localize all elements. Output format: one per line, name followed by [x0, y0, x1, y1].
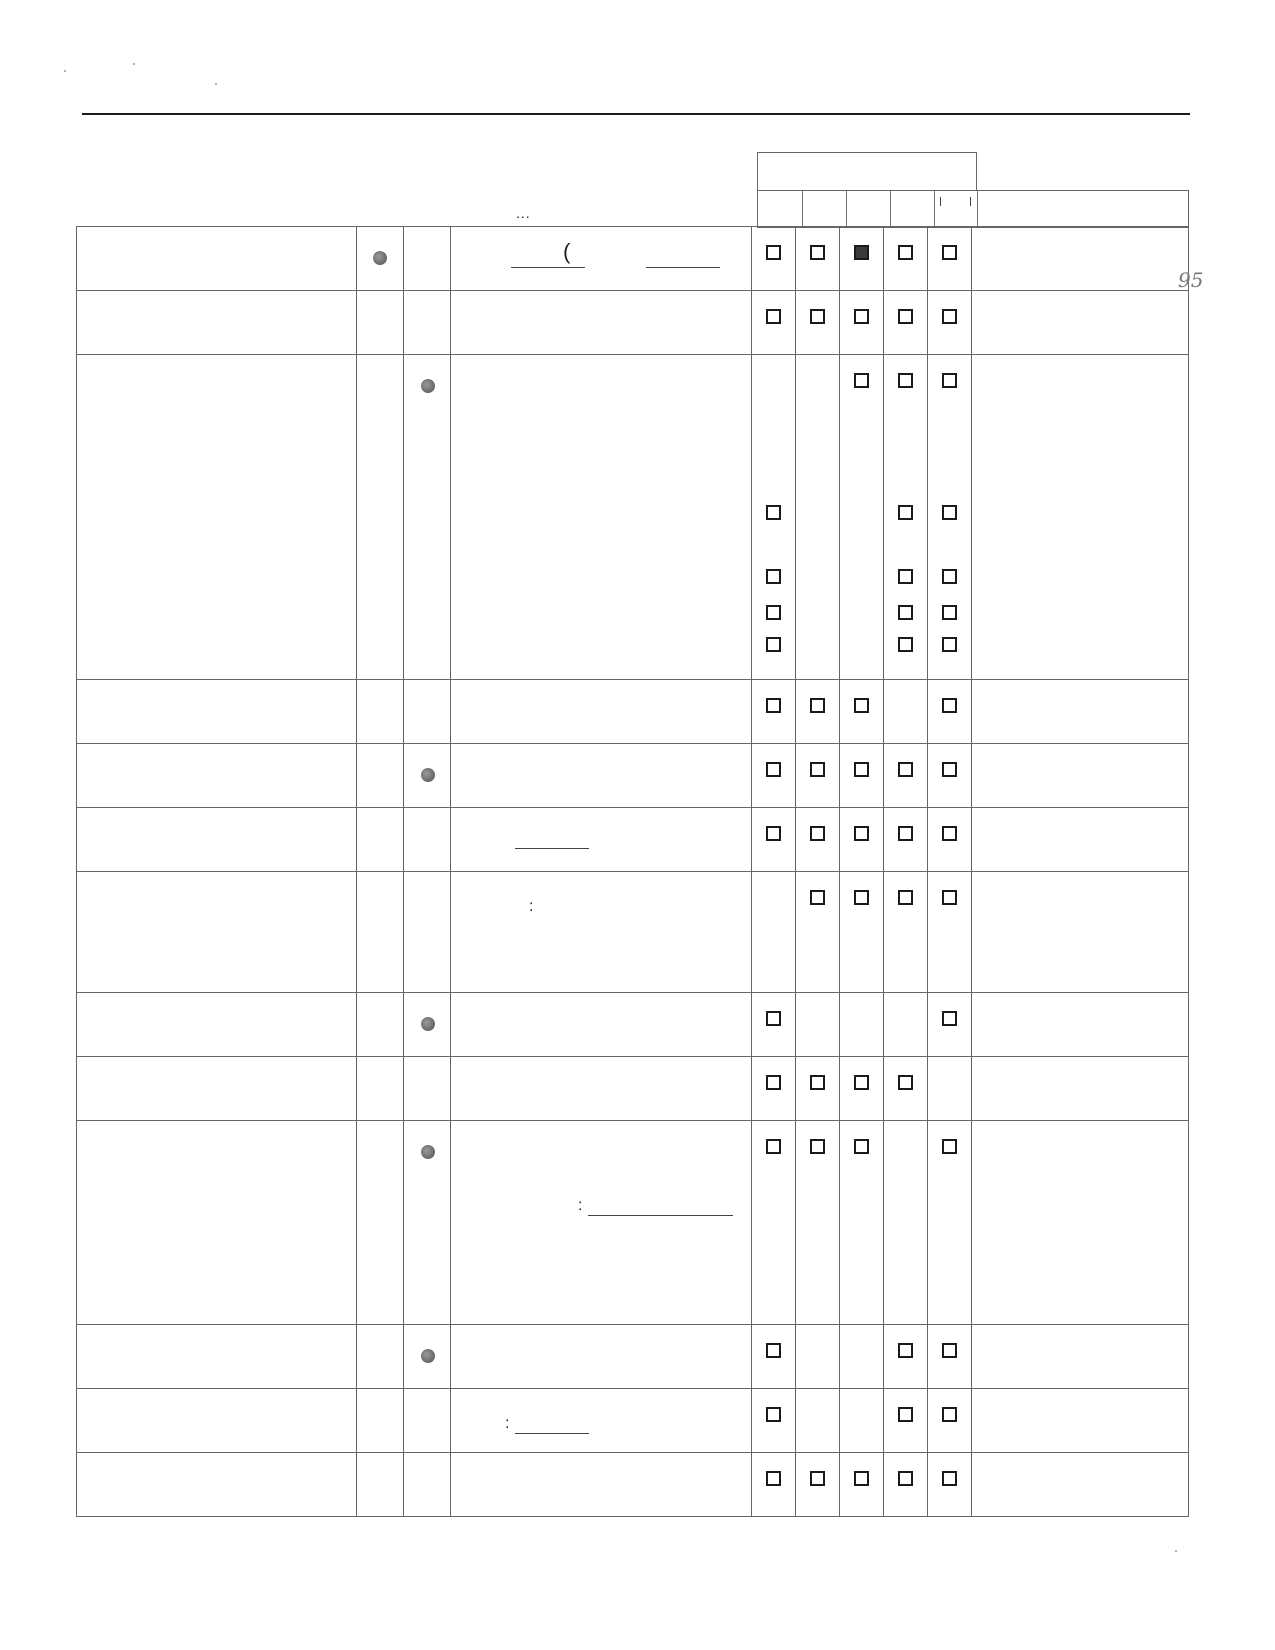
status-cell-3 — [884, 1325, 928, 1389]
status-cell-1 — [796, 227, 840, 291]
status-checkbox[interactable] — [810, 1075, 825, 1090]
status-checkbox[interactable] — [942, 1343, 957, 1358]
status-cell-1 — [796, 808, 840, 872]
remarks-cell — [972, 808, 1189, 872]
status-cell-0 — [752, 291, 796, 355]
item-cell — [77, 993, 357, 1057]
status-cell-1 — [796, 1389, 840, 1453]
status-checkbox[interactable] — [898, 1343, 913, 1358]
detail-cell — [451, 1453, 752, 1517]
status-checkbox[interactable] — [898, 890, 913, 905]
item-cell — [77, 1453, 357, 1517]
status-cell-3 — [884, 744, 928, 808]
status-cell-1 — [796, 872, 840, 993]
item-cell — [77, 355, 357, 680]
status-cell-3 — [884, 291, 928, 355]
detail-cell — [451, 808, 752, 872]
status-cell-0 — [752, 993, 796, 1057]
status-checkbox[interactable] — [898, 505, 913, 520]
mid-mark-cell — [404, 872, 451, 993]
status-checkbox[interactable] — [766, 1471, 781, 1486]
status-checkbox[interactable] — [854, 245, 869, 260]
status-checkbox[interactable] — [942, 1471, 957, 1486]
status-group-header — [757, 152, 977, 190]
status-cell-2 — [840, 291, 884, 355]
table-row — [77, 993, 1189, 1057]
fill-in-blank[interactable] — [646, 267, 720, 268]
status-checkbox[interactable] — [810, 698, 825, 713]
fill-in-blank[interactable] — [588, 1215, 733, 1216]
lead-mark-cell — [357, 1121, 404, 1325]
status-cell-3 — [884, 1453, 928, 1517]
status-cell-2 — [840, 1453, 884, 1517]
filled-dot-icon — [373, 251, 387, 265]
item-cell — [77, 1389, 357, 1453]
table-row — [77, 1057, 1189, 1121]
status-cell-2 — [840, 680, 884, 744]
status-cell-4 — [928, 1453, 972, 1517]
lead-mark-cell — [357, 1325, 404, 1389]
colon-label: : — [505, 1415, 510, 1432]
status-checkbox[interactable] — [810, 1471, 825, 1486]
status-checkbox[interactable] — [766, 245, 781, 260]
status-checkbox[interactable] — [854, 309, 869, 324]
lead-mark-cell — [357, 1453, 404, 1517]
detail-cell — [451, 1057, 752, 1121]
table-row — [77, 680, 1189, 744]
detail-cell — [451, 1389, 752, 1453]
detail-cell — [451, 744, 752, 808]
status-cell-4 — [928, 1057, 972, 1121]
status-checkbox[interactable] — [942, 373, 957, 388]
status-checkbox[interactable] — [766, 762, 781, 777]
status-checkbox[interactable] — [898, 637, 913, 652]
status-cell-2 — [840, 872, 884, 993]
mid-mark-cell — [404, 808, 451, 872]
lead-mark-cell — [357, 291, 404, 355]
status-checkbox[interactable] — [766, 1343, 781, 1358]
status-checkbox[interactable] — [854, 1471, 869, 1486]
detail-cell — [451, 227, 752, 291]
status-cell-3 — [884, 680, 928, 744]
status-checkbox[interactable] — [766, 1011, 781, 1026]
remarks-cell — [972, 993, 1189, 1057]
status-cell-4 — [928, 1325, 972, 1389]
mid-mark-cell — [404, 227, 451, 291]
status-checkbox[interactable] — [898, 309, 913, 324]
status-checkbox[interactable] — [854, 762, 869, 777]
lead-mark-cell — [357, 680, 404, 744]
status-checkbox[interactable] — [766, 637, 781, 652]
remarks-cell — [972, 291, 1189, 355]
status-cell-0 — [752, 1121, 796, 1325]
status-cell-0 — [752, 1057, 796, 1121]
mid-mark-cell — [404, 1453, 451, 1517]
status-checkbox[interactable] — [898, 569, 913, 584]
table-row — [77, 291, 1189, 355]
status-cell-4 — [928, 291, 972, 355]
margin-note: 95 — [1178, 268, 1204, 292]
remarks-cell — [972, 355, 1189, 680]
status-checkbox[interactable] — [766, 505, 781, 520]
status-cell-0 — [752, 1453, 796, 1517]
status-checkbox[interactable] — [766, 698, 781, 713]
status-cell-4 — [928, 993, 972, 1057]
remarks-cell — [972, 1453, 1189, 1517]
status-cell-2 — [840, 1325, 884, 1389]
mid-mark-cell — [404, 291, 451, 355]
mid-mark-cell — [404, 1057, 451, 1121]
detail-cell — [451, 872, 752, 993]
status-checkbox[interactable] — [942, 698, 957, 713]
status-checkbox[interactable] — [942, 1139, 957, 1154]
colon-label: : — [578, 1197, 583, 1214]
detail-cell — [451, 1325, 752, 1389]
remarks-cell — [972, 1389, 1189, 1453]
fill-in-blank[interactable] — [511, 267, 585, 268]
status-checkbox[interactable] — [766, 826, 781, 841]
item-cell — [77, 291, 357, 355]
handwritten-paren: ( — [563, 239, 571, 264]
status-cell-4 — [928, 227, 972, 291]
status-checkbox[interactable] — [810, 309, 825, 324]
item-cell — [77, 808, 357, 872]
status-checkbox[interactable] — [766, 569, 781, 584]
status-cell-4 — [928, 355, 972, 680]
lead-mark-cell — [357, 355, 404, 680]
status-checkbox[interactable] — [898, 245, 913, 260]
table-row — [77, 1121, 1189, 1325]
status-cell-0 — [752, 355, 796, 680]
status-checkbox[interactable] — [898, 373, 913, 388]
status-checkbox[interactable] — [854, 373, 869, 388]
status-cell-1 — [796, 355, 840, 680]
status-checkbox[interactable] — [942, 637, 957, 652]
detail-cell — [451, 355, 752, 680]
status-checkbox[interactable] — [942, 890, 957, 905]
status-cell-4 — [928, 744, 972, 808]
detail-cell — [451, 680, 752, 744]
mid-mark-cell — [404, 355, 451, 680]
status-cell-2 — [840, 1057, 884, 1121]
status-cell-2 — [840, 1121, 884, 1325]
fill-in-blank[interactable] — [515, 848, 589, 849]
status-checkbox[interactable] — [810, 890, 825, 905]
header-ellipsis: ... — [516, 205, 531, 221]
filled-dot-icon — [421, 1349, 435, 1363]
table-row — [77, 1325, 1189, 1389]
item-cell — [77, 1057, 357, 1121]
table-row — [77, 355, 1189, 680]
status-cell-4 — [928, 872, 972, 993]
status-checkbox[interactable] — [942, 245, 957, 260]
remarks-cell — [972, 1121, 1189, 1325]
status-cell-3 — [884, 227, 928, 291]
filled-dot-icon — [421, 1145, 435, 1159]
status-checkbox[interactable] — [854, 698, 869, 713]
remarks-cell — [972, 1057, 1189, 1121]
lead-mark-cell — [357, 1389, 404, 1453]
status-checkbox[interactable] — [898, 1407, 913, 1422]
mid-mark-cell — [404, 1121, 451, 1325]
status-checkbox[interactable] — [898, 762, 913, 777]
remarks-cell — [972, 680, 1189, 744]
status-cell-0 — [752, 1389, 796, 1453]
detail-cell — [451, 1121, 752, 1325]
lead-mark-cell — [357, 744, 404, 808]
status-cell-1 — [796, 1453, 840, 1517]
status-checkbox[interactable] — [766, 1407, 781, 1422]
status-checkbox[interactable] — [942, 826, 957, 841]
status-checkbox[interactable] — [810, 1139, 825, 1154]
detail-cell — [451, 993, 752, 1057]
status-cell-4 — [928, 680, 972, 744]
status-cell-2 — [840, 1389, 884, 1453]
remarks-cell — [972, 872, 1189, 993]
mid-mark-cell — [404, 993, 451, 1057]
mid-mark-cell — [404, 1325, 451, 1389]
table-row — [77, 1389, 1189, 1453]
status-cell-0 — [752, 227, 796, 291]
status-checkbox[interactable] — [898, 1471, 913, 1486]
item-cell — [77, 227, 357, 291]
status-cell-0 — [752, 744, 796, 808]
status-cell-3 — [884, 808, 928, 872]
status-checkbox[interactable] — [898, 826, 913, 841]
status-checkbox[interactable] — [942, 309, 957, 324]
status-cell-0 — [752, 1325, 796, 1389]
status-checkbox[interactable] — [942, 1407, 957, 1422]
table-row — [77, 808, 1189, 872]
status-checkbox[interactable] — [766, 1075, 781, 1090]
filled-dot-icon — [421, 768, 435, 782]
inspection-table — [76, 226, 1189, 1517]
status-cell-1 — [796, 744, 840, 808]
status-cell-1 — [796, 1121, 840, 1325]
status-checkbox[interactable] — [898, 605, 913, 620]
status-cell-3 — [884, 1057, 928, 1121]
status-checkbox[interactable] — [942, 1011, 957, 1026]
filled-dot-icon — [421, 379, 435, 393]
status-cell-1 — [796, 291, 840, 355]
status-cell-4 — [928, 1389, 972, 1453]
mid-mark-cell — [404, 1389, 451, 1453]
remarks-cell — [972, 744, 1189, 808]
item-cell — [77, 744, 357, 808]
status-column-headers — [757, 190, 1189, 228]
status-checkbox[interactable] — [766, 1139, 781, 1154]
status-cell-0 — [752, 680, 796, 744]
status-cell-3 — [884, 355, 928, 680]
remarks-cell — [972, 227, 1189, 291]
table-row — [77, 227, 1189, 291]
lead-mark-cell — [357, 227, 404, 291]
status-checkbox[interactable] — [942, 605, 957, 620]
mid-mark-cell — [404, 744, 451, 808]
table-row — [77, 872, 1189, 993]
status-checkbox[interactable] — [854, 826, 869, 841]
item-cell — [77, 1325, 357, 1389]
status-checkbox[interactable] — [942, 569, 957, 584]
status-checkbox[interactable] — [942, 762, 957, 777]
status-checkbox[interactable] — [810, 762, 825, 777]
table-row — [77, 1453, 1189, 1517]
item-cell — [77, 1121, 357, 1325]
detail-cell — [451, 291, 752, 355]
status-cell-2 — [840, 993, 884, 1057]
item-cell — [77, 680, 357, 744]
status-cell-3 — [884, 1389, 928, 1453]
status-cell-3 — [884, 993, 928, 1057]
top-rule — [82, 113, 1190, 115]
status-cell-4 — [928, 808, 972, 872]
status-cell-2 — [840, 744, 884, 808]
lead-mark-cell — [357, 993, 404, 1057]
status-checkbox[interactable] — [942, 505, 957, 520]
colon-label: : — [529, 898, 534, 915]
status-cell-2 — [840, 808, 884, 872]
status-cell-0 — [752, 872, 796, 993]
table-row — [77, 744, 1189, 808]
status-checkbox[interactable] — [854, 890, 869, 905]
status-cell-0 — [752, 808, 796, 872]
status-cell-1 — [796, 680, 840, 744]
status-cell-2 — [840, 227, 884, 291]
status-checkbox[interactable] — [766, 309, 781, 324]
status-cell-1 — [796, 1325, 840, 1389]
filled-dot-icon — [421, 1017, 435, 1031]
fill-in-blank[interactable] — [515, 1433, 589, 1434]
status-cell-2 — [840, 355, 884, 680]
status-checkbox[interactable] — [766, 605, 781, 620]
status-checkbox[interactable] — [898, 1075, 913, 1090]
status-checkbox[interactable] — [854, 1139, 869, 1154]
lead-mark-cell — [357, 808, 404, 872]
status-cell-3 — [884, 1121, 928, 1325]
status-checkbox[interactable] — [810, 245, 825, 260]
status-cell-3 — [884, 872, 928, 993]
status-cell-1 — [796, 1057, 840, 1121]
lead-mark-cell — [357, 872, 404, 993]
mid-mark-cell — [404, 680, 451, 744]
status-cell-4 — [928, 1121, 972, 1325]
status-checkbox[interactable] — [810, 826, 825, 841]
item-cell — [77, 872, 357, 993]
remarks-cell — [972, 1325, 1189, 1389]
status-checkbox[interactable] — [854, 1075, 869, 1090]
lead-mark-cell — [357, 1057, 404, 1121]
status-cell-1 — [796, 993, 840, 1057]
